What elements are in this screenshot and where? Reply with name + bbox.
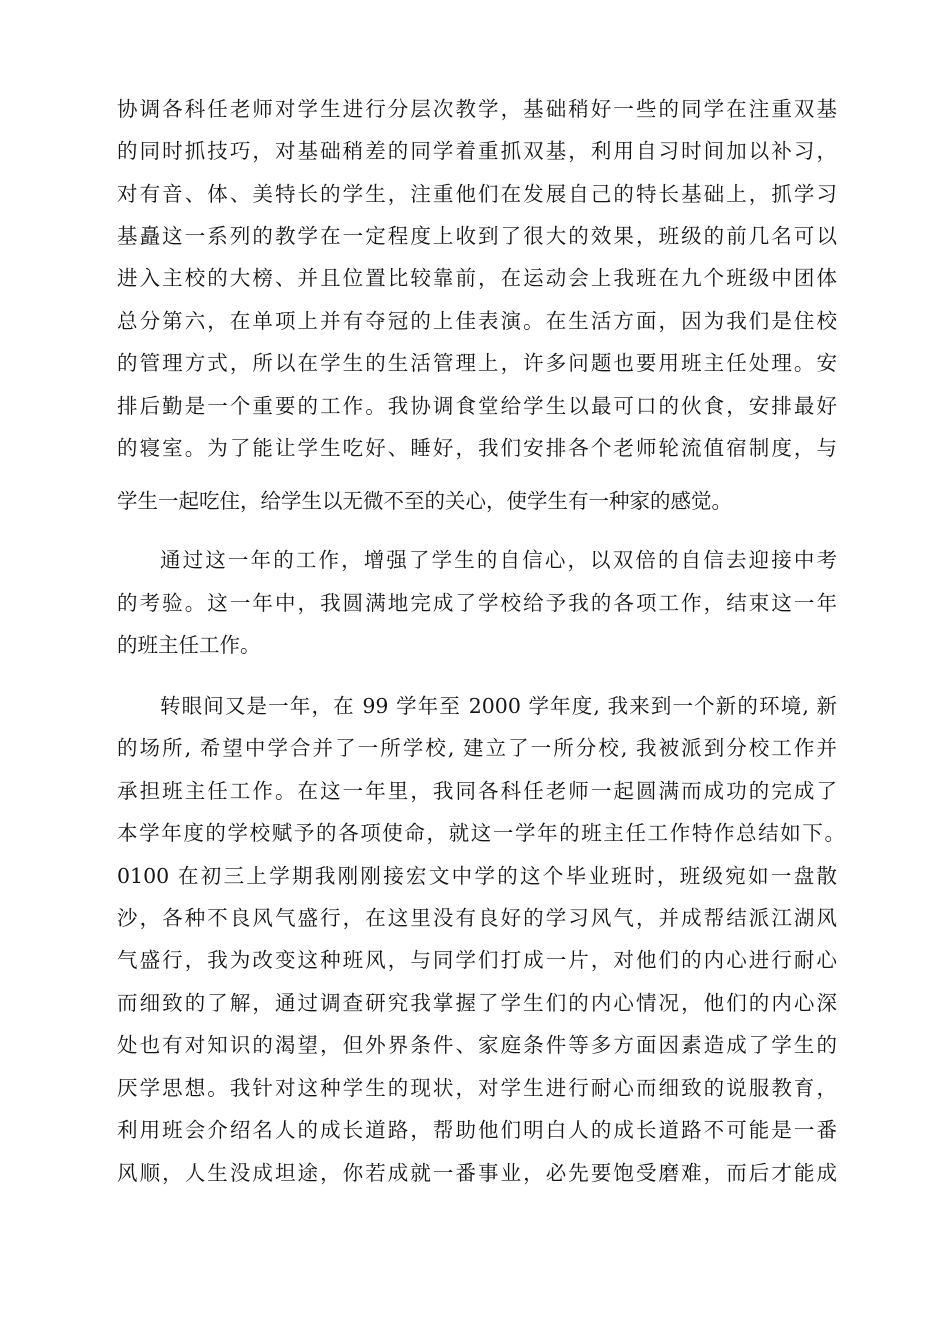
text-line: 利用班会介绍名人的成长道路，帮助他们明白人的成长道路不可能是一番 [117, 1118, 837, 1142]
text-line: 气盛行，我为改变这种班风，与同学们打成一片，对他们的内心进行耐心 [117, 948, 837, 972]
text-line: 沙，各种不良风气盛行，在这里没有良好的学习风气，并成帮结派江湖风 [117, 906, 837, 930]
text-line: 的场所, 希望中学合并了一所学校, 建立了一所分校, 我被派到分校工作并 [117, 736, 837, 760]
text-line: 承担班主任工作。在这一年里，我同各科任老师一起圆满而成功的完成了 [117, 779, 837, 803]
text-line: 厌学思想。我针对这种学生的现状，对学生进行耐心而细致的说服教育， [117, 1076, 837, 1100]
text-line: 协调各科任老师对学生进行分层次教学，基础稍好一些的同学在注重双基 [117, 97, 837, 121]
text-line: 的同时抓技巧，对基础稍差的同学着重抓双基，利用自习时间加以补习， [117, 139, 837, 163]
text-line: 排后勤是一个重要的工作。我协调食堂给学生以最可口的伙食，安排最好 [117, 394, 837, 418]
paragraph-first-line: 通过这一年的工作，增强了学生的自信心，以双倍的自信去迎接中考 [160, 548, 837, 572]
text-line: 0100 在初三上学期我刚刚接宏文中学的这个毕业班时，班级宛如一盘散 [117, 864, 837, 888]
text-line: 本学年度的学校赋予的各项使命，就这一学年的班主任工作特作总结如下。 [117, 821, 845, 845]
text-line: 的考验。这一年中，我圆满地完成了学校给予我的各项工作，结束这一年 [117, 591, 837, 615]
paragraph-first-line: 转眼间又是一年，在 99 学年至 2000 学年度, 我来到一个新的环境, 新 [160, 694, 837, 718]
text-line: 进入主校的大榜、并且位置比较靠前，在运动会上我班在九个班级中团体 [117, 266, 837, 290]
text-line: 学生一起吃住，给学生以无微不至的关心，使学生有一种家的感觉。 [117, 489, 732, 513]
text-line: 总分第六，在单项上并有夺冠的上佳表演。在生活方面，因为我们是住校 [117, 309, 837, 333]
text-line: 的寝室。为了能让学生吃好、睡好，我们安排各个老师轮流值宿制度，与 [117, 436, 837, 460]
text-line: 而细致的了解，通过调查研究我掌握了学生们的内心情况，他们的内心深 [117, 991, 837, 1015]
text-line: 风顺，人生没成坦途，你若成就一番事业，必先要饱受磨难，而后才能成 [117, 1161, 837, 1185]
text-line: 对有音、体、美特长的学生，注重他们在发展自己的特长基础上，抓学习 [117, 182, 837, 206]
text-line: 基矗这一系列的教学在一定程度上收到了很大的效果，班级的前几名可以 [117, 224, 837, 248]
text-line: 的管理方式，所以在学生的生活管理上，许多问题也要用班主任处理。安 [117, 351, 837, 375]
text-line: 的班主任工作。 [117, 633, 261, 657]
text-line: 处也有对知识的渴望，但外界条件、家庭条件等多方面因素造成了学生的 [117, 1033, 837, 1057]
